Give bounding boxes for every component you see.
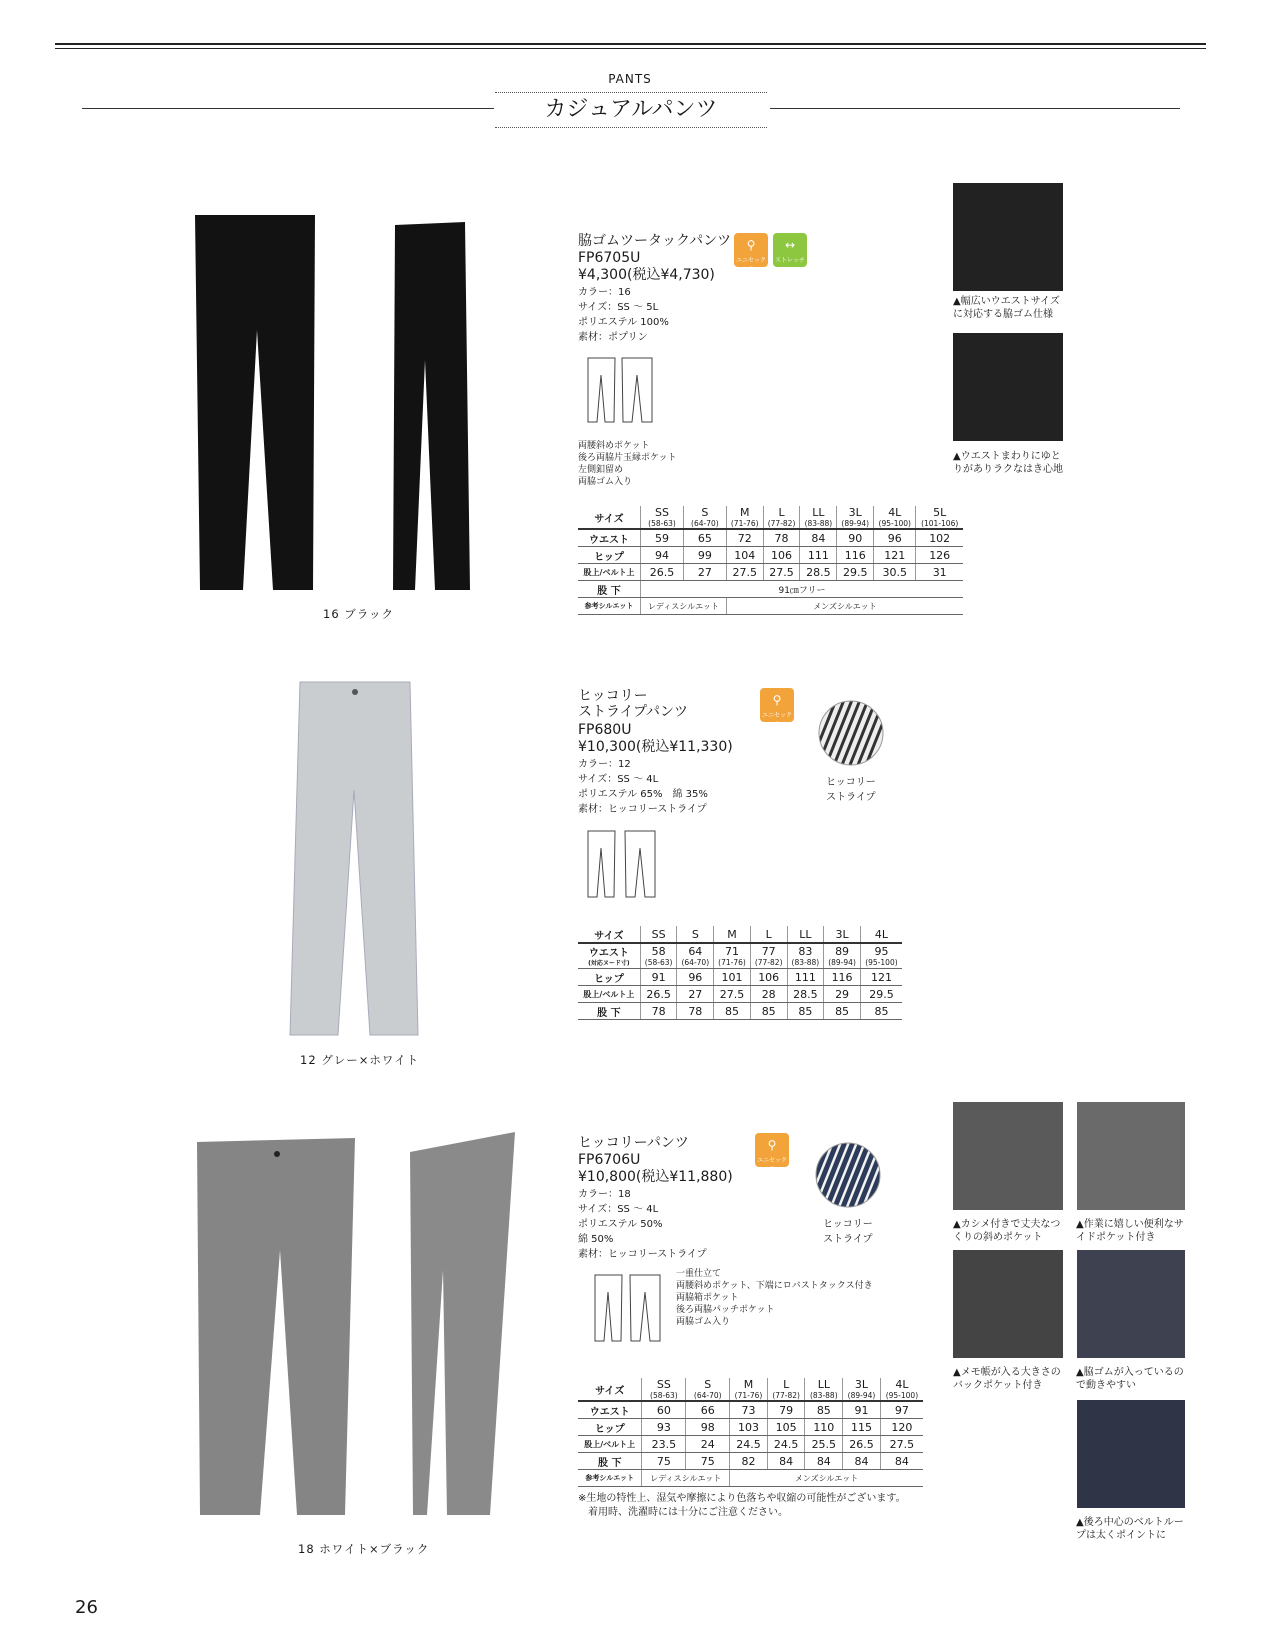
table-row: ヒップ 91 96 101 106 111 116 121 [578, 969, 902, 986]
feature-list: 一重仕立て 両腰斜めポケット、下端にロバストタックス付き 両脇箱ポケット 後ろ両脇パッチポケット 両脇ゴム入り [676, 1269, 873, 1327]
photo-caption: 12 グレー×ホワイト [300, 1053, 420, 1067]
table-row: ヒップ 93 98 103 105 110 115 120 [578, 1419, 923, 1436]
unisex-badge: ⚲ ユニセックス [755, 1133, 789, 1167]
product-photo-hickory-pants [185, 1130, 525, 1530]
detail-photo [953, 183, 1063, 291]
top-rule-thin [55, 48, 1206, 49]
product-price: ¥4,300(税込¥4,730) [578, 267, 715, 283]
product-size: サイズ：SS ～ 4L [578, 1204, 659, 1215]
unisex-badge: ⚲ ユニセックス [760, 688, 794, 722]
detail-photo [1077, 1250, 1185, 1358]
product-name: ヒッコリーパンツ [578, 1135, 689, 1151]
table-row: ヒップ 94 99 104 106 111 116 121 126 [578, 547, 963, 564]
detail-photo [953, 1250, 1063, 1358]
unisex-icon: ⚲ [767, 1138, 777, 1152]
flat-sketch [592, 1272, 667, 1344]
unisex-icon: ⚲ [772, 693, 782, 707]
table-row: ウエスト 59 65 72 78 84 90 96 102 [578, 529, 963, 547]
product-photo-black-pants [185, 210, 475, 600]
product-material: 素材：ヒッコリーストライプ [578, 804, 707, 815]
product-name: ヒッコリー ストライプパンツ [578, 688, 689, 720]
product-fabric: ポリエステル 100% [578, 317, 669, 328]
title-rule-left [82, 108, 494, 109]
product-code: FP680U [578, 722, 632, 738]
size-table: サイズ SS S M L LL 3L 4L ウエスト (対応ヌード寸) 58 (58-63) 64 (64-70) 71 (71-76) 77 (77-82) 83 (83-88) 89 (89-94) 95 (95-100) ヒップ 91 96 101 106 111 116 121 股上/ベルト上 26.5 27 27.5 28 28.5 29 29.5 股 下 78 78 85 85 85 85 85 [578, 926, 902, 1020]
table-row: 股 下 91㎝フリー [578, 581, 963, 598]
unisex-icon: ⚲ [746, 238, 756, 252]
table-row: ウエスト 60 66 73 79 85 91 97 [578, 1401, 923, 1419]
size-table: サイズ SS (58-63) S (64-70) M (71-76) L (77-82) LL (83-88) 3L (89-94) 4L (95-100) 5L (101-106) ウエスト 59 65 72 78 84 90 96 102 ヒップ 94 99 104 106 111 116 121 126 股上/ベルト上 26.5 27 27.5 27.5 28.5 29.5 30.5 31 股 下 91㎝フリー 参考シルエット レディスシルエット メンズシルエット [578, 506, 963, 615]
detail-caption: ▲カシメ付きで丈夫なつくりの斜めポケット [953, 1219, 1061, 1243]
detail-caption: ▲幅広いウエストサイズに対応する脇ゴム仕様 [953, 296, 1060, 320]
detail-caption: ▲作業に嬉しい便利なサイドポケット付き [1076, 1219, 1184, 1243]
detail-caption: ▲メモ帳が入る大きさのバックポケット付き [953, 1367, 1061, 1391]
product-size: サイズ：SS ～ 4L [578, 774, 659, 785]
product-fabric-2: 綿 50% [578, 1234, 614, 1245]
detail-caption: ▲脇ゴムが入っているので動きやすい [1076, 1367, 1184, 1391]
title-rule-right [770, 108, 1180, 109]
unisex-badge: ⚲ ユニセックス [734, 233, 768, 267]
product-color: カラー：18 [578, 1189, 631, 1200]
product-code: FP6705U [578, 250, 641, 266]
detail-caption: ▲ウエストまわりにゆとりがありラクなはき心地 [953, 451, 1063, 475]
product-color: カラー：16 [578, 287, 631, 298]
product-color: カラー：12 [578, 759, 631, 770]
table-row: 股 下 78 78 85 85 85 85 85 [578, 1003, 902, 1020]
product-price: ¥10,300(税込¥11,330) [578, 739, 733, 755]
care-note: ※生地の特性上、湿気や摩擦により色落ちや収縮の可能性がございます。 着用時、洗濯時には十分にご注意ください。 [578, 1493, 906, 1518]
stretch-icon: ↔ [784, 238, 796, 252]
detail-photo [953, 333, 1063, 441]
product-photo-grey-pants [270, 680, 440, 1050]
detail-caption: ▲後ろ中心のベルトループは太くポイントに [1076, 1517, 1184, 1541]
flat-sketch [585, 355, 660, 425]
product-fabric: ポリエステル 65% 綿 35% [578, 789, 708, 800]
hickory-stripe-swatch [818, 700, 884, 766]
product-name: 脇ゴムツータックパンツ [578, 233, 732, 249]
page-number: 26 [75, 1597, 98, 1618]
table-row: 股 下 75 75 82 84 84 84 84 [578, 1453, 923, 1470]
product-price: ¥10,800(税込¥11,880) [578, 1169, 733, 1185]
photo-caption: 16 ブラック [323, 607, 395, 621]
table-row: ウエスト (対応ヌード寸) 58 (58-63) 64 (64-70) 71 (71-76) 77 (77-82) 83 (83-88) 89 (89-94) 95 (95-100) [578, 943, 902, 969]
swatch-label: ヒッコリー ストライプ [823, 1219, 873, 1245]
stretch-badge: ↔ ストレッチ [773, 233, 807, 267]
product-material: 素材：ポプリン [578, 332, 648, 343]
flat-sketch [585, 828, 660, 900]
table-row: 股上/ベルト上 26.5 27 27.5 28 28.5 29 29.5 [578, 986, 902, 1003]
feature-list: 両腰斜めポケット 後ろ両脇片玉縁ポケット 左側釦留め 両脇ゴム入り [578, 441, 677, 487]
product-size: サイズ：SS ～ 5L [578, 302, 659, 313]
table-row: 参考シルエット レディスシルエット メンズシルエット [578, 1470, 923, 1487]
top-rule [55, 43, 1206, 45]
page-title: カジュアルパンツ [495, 92, 767, 128]
hickory-stripe-swatch [815, 1142, 881, 1208]
table-row: 参考シルエット レディスシルエット メンズシルエット [578, 598, 963, 615]
size-table: サイズ SS (58-63) S (64-70) M (71-76) L (77-82) LL (83-88) 3L (89-94) 4L (95-100) ウエスト 60 66 73 79 85 91 97 ヒップ 93 98 103 105 110 115 120 股上/ベルト上 23.5 24 24.5 24.5 25.5 26.5 27.5 股 下 75 75 82 84 84 84 84 参考シルエット レディスシルエット メンズシルエット [578, 1378, 923, 1487]
table-row: 股上/ベルト上 26.5 27 27.5 27.5 28.5 29.5 30.5 31 [578, 564, 963, 581]
detail-photo [1077, 1102, 1185, 1210]
product-code: FP6706U [578, 1152, 641, 1168]
product-material: 素材：ヒッコリーストライプ [578, 1249, 707, 1260]
table-row: 股上/ベルト上 23.5 24 24.5 24.5 25.5 26.5 27.5 [578, 1436, 923, 1453]
photo-caption: 18 ホワイト×ブラック [298, 1542, 430, 1556]
detail-photo [1077, 1400, 1185, 1508]
category-label: PANTS [608, 72, 652, 86]
product-fabric: ポリエステル 50% [578, 1219, 663, 1230]
detail-photo [953, 1102, 1063, 1210]
swatch-label: ヒッコリー ストライプ [826, 777, 876, 803]
